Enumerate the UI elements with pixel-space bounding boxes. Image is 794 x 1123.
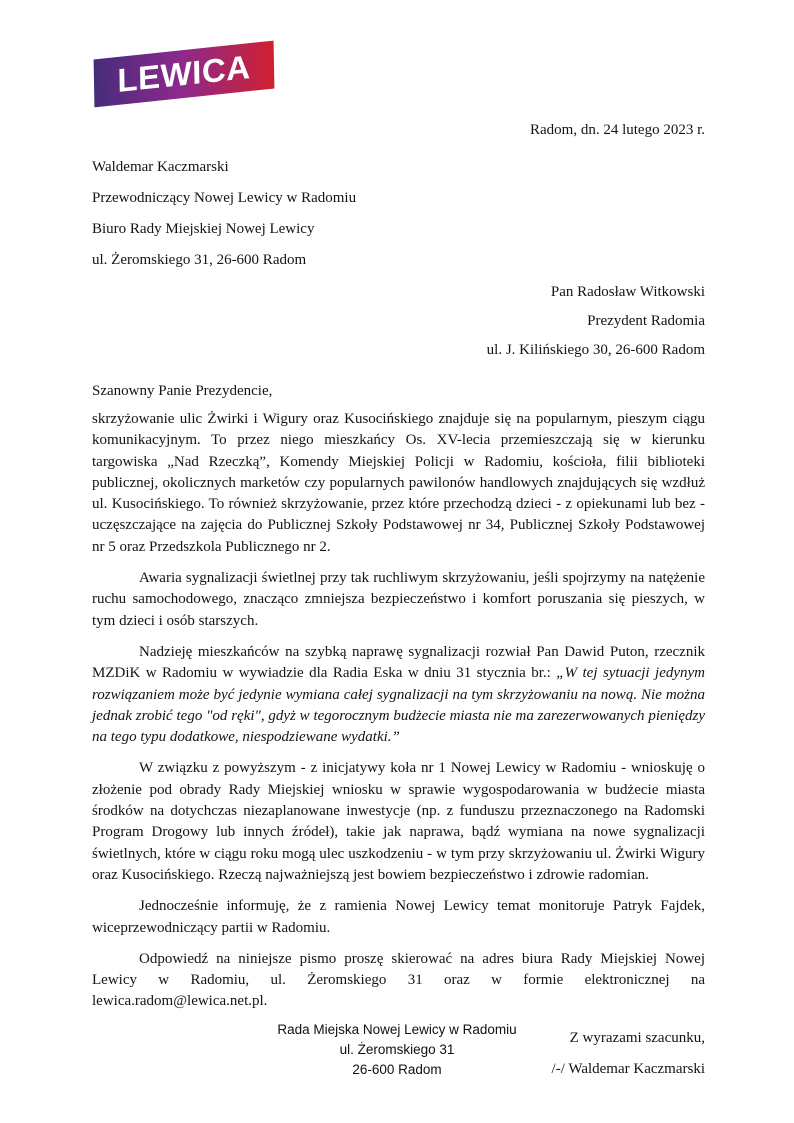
- footer-city: 26-600 Radom: [352, 1062, 442, 1077]
- sender-title: Przewodniczący Nowej Lewicy w Radomiu: [92, 190, 357, 206]
- footer-street: ul. Żeromskiego 31: [339, 1042, 455, 1057]
- paragraph-6: [92, 949, 705, 1013]
- recipient-name: Pan Radosław Witkowski: [550, 284, 705, 300]
- sender-block: [92, 152, 705, 276]
- paragraph-1-text: skrzyżowanie ulic Żwirki i Wigury oraz Kusocińskiego znajduje się na popularnym, pieszym ciągu komunikacyjnym. To przez niego mieszkańcy Os. XV-lecia przemieszczają się w kierunku targowiska „Nad Rzeczką”, Komendy Miejskiej Policji w Radomiu, kościoła, filii biblioteki publicznej, okolicznych marketów czy popularnych pawilonów handlowych znajdujących się wzdłuż ul. Kusocińskiego. To również skrzyżowanie, przez które przechodzą dzieci - z opiekunami lub bez - uczęszczające na zajęcia do Publicznej Szkoły Podstawowej nr 34, Publicznej Szkoły Podstawowej nr 5 oraz Przedszkola Publicznego nr 2.: [92, 411, 705, 555]
- paragraph-1: [92, 409, 705, 558]
- logo-area: [94, 47, 705, 112]
- footer-org: Rada Miejska Nowej Lewicy w Radomiu: [277, 1022, 517, 1037]
- paragraph-5: [92, 896, 705, 939]
- paragraph-4-text: W związku z powyższym - z inicjatywy koła nr 1 Nowej Lewicy w Radomiu - wnioskuję o złożenie pod obrady Rady Miejskiej wniosku w sprawie wygospodarowania w budżecie miasta środków na dotychczas niezaplanowane inwestycje (np. z funduszu przeznaczonego na Radomski Program Drogowy lub innych źródeł), takie jak naprawa, bądź wymiana na nowe sygnalizacji świetlnych, które w ciągu roku mogą ulec uszkodzeniu - w tym przy skrzyżowaniu ul. Żwirki Wigury oraz Kusocińskiego. Rzeczą najważniejszą jest bowiem bezpieczeństwo i zdrowie radomian.: [92, 760, 705, 883]
- quoted-statement: „W tej sytuacji jedynym rozwiązaniem może być jedynie wymiana całej sygnalizacji na tym skrzyżowaniu na nową. Nie można jednak zrobić tego "od ręki", gdyż w tegorocznym budżecie miasta nie ma zarezerwowanych pieniędzy na tego typu dodatkowe, niespodziewane wydatki.”: [92, 665, 705, 746]
- paragraph-3-text: Nadzieję mieszkańców na szybką naprawę sygnalizacji rozwiał Pan Dawid Puton, rzecznik MZDiK w Radomiu w wywiadzie dla Radia Eska w dniu 31 stycznia br.:: [92, 643, 705, 682]
- sender-name: Waldemar Kaczmarski: [92, 159, 229, 175]
- paragraph-6-text: Odpowiedź na niniejsze pismo proszę skierować na adres biura Rady Miejskiej Nowej Lewicy w Radomiu, ul. Żeromskiego 31 oraz w formie elektronicznej na lewica.radom@lewica.net.pl.: [92, 950, 705, 1010]
- recipient-title: Prezydent Radomia: [587, 313, 705, 329]
- signature: /-/ Waldemar Kaczmarski: [551, 1060, 705, 1077]
- valediction: Z wyrazami szacunku,: [569, 1029, 705, 1046]
- paragraph-4: [92, 758, 705, 886]
- paragraph-5-text: Jednocześnie informuję, że z ramienia Nowej Lewicy temat monitoruje Patryk Fajdek, wiceprzewodniczący partii w Radomiu.: [92, 898, 705, 936]
- date-line: Radom, dn. 24 lutego 2023 r.: [530, 122, 705, 138]
- recipient-block: [92, 278, 705, 365]
- paragraph-2: [92, 568, 705, 632]
- lewica-logo-text: LEWICA: [117, 47, 251, 99]
- paragraph-3: [92, 642, 705, 748]
- recipient-address: ul. J. Kilińskiego 30, 26-600 Radom: [486, 342, 705, 358]
- sender-address: ul. Żeromskiego 31, 26-600 Radom: [92, 252, 307, 268]
- footer-block: [0, 1020, 794, 1080]
- paragraph-2-text: Awaria sygnalizacji świetlnej przy tak ruchliwym skrzyżowaniu, jeśli spojrzymy na natężenie ruchu samochodowego, znacząco zmniejsza bezpieczeństwo i komfort poruszania się pieszych, w tym dzieci i osób starszych.: [92, 570, 705, 629]
- salutation: Szanowny Panie Prezydencie,: [92, 383, 273, 399]
- sender-office: Biuro Rady Miejskiej Nowej Lewicy: [92, 221, 315, 237]
- lewica-logo: [94, 41, 275, 108]
